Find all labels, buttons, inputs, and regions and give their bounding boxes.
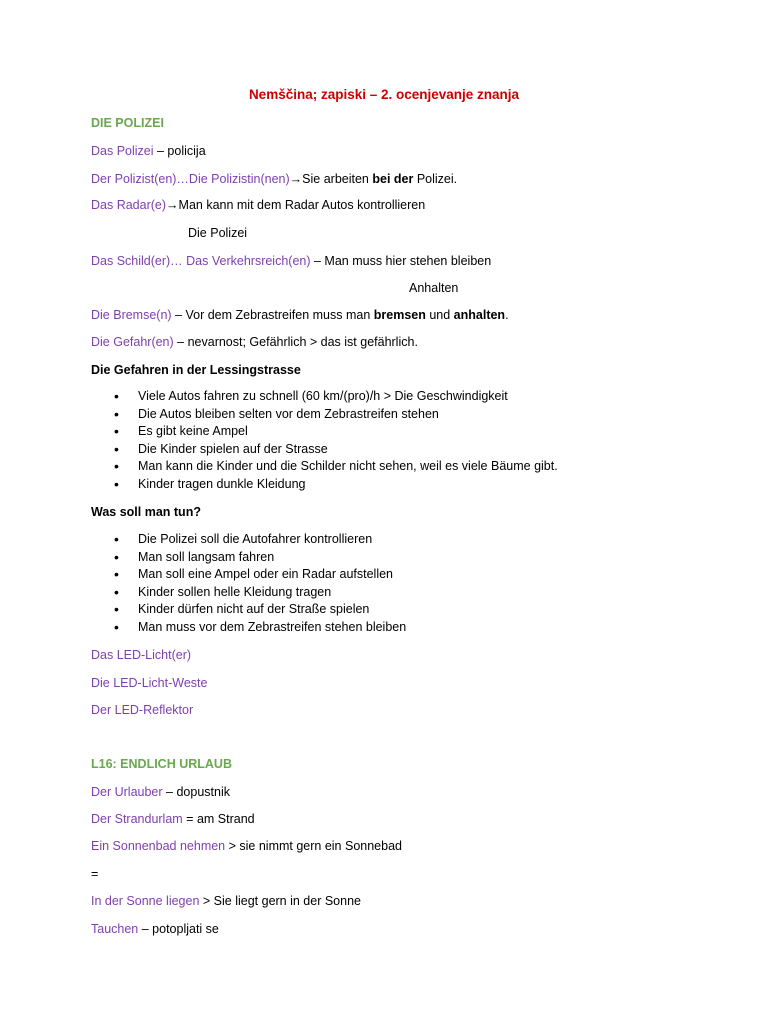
list-item: • Man muss vor dem Zebrastreifen stehen bleiben <box>91 619 406 637</box>
equals-line: = <box>91 867 99 881</box>
arrow-right-icon: → <box>289 172 303 186</box>
section-heading-polizei: DIE POLIZEI <box>91 116 164 130</box>
vocab-term: Die Bremse(n) <box>91 308 172 322</box>
vocab-line <box>91 307 509 323</box>
vocab-term: In der Sonne liegen <box>91 894 200 908</box>
vocab-line <box>91 811 255 827</box>
gefahren-list <box>91 388 558 493</box>
vocab-line <box>91 921 219 937</box>
list-item: • Kinder dürfen nicht auf der Straße spielen <box>91 601 406 619</box>
subheading-gefahren: Die Gefahren in der Lessingstrasse <box>91 363 301 377</box>
vocab-line <box>91 197 425 213</box>
vocab-meaning-end: Polizei. <box>413 172 458 186</box>
vocab-meaning: = am Strand <box>182 812 255 826</box>
vocab-term: Das Radar(e) <box>91 198 167 212</box>
vocab-meaning-end: . <box>505 308 509 322</box>
list-item: • Man kann die Kinder und die Schilder nicht sehen, weil es viele Bäume gibt. <box>91 458 558 476</box>
vocab-line <box>91 784 230 800</box>
tun-list <box>91 531 406 636</box>
vocab-meaning: Man kann mit dem Radar Autos kontrollieren <box>178 198 426 212</box>
vocab-line <box>91 171 457 187</box>
vocab-meaning: – Man muss hier stehen bleiben <box>310 254 492 268</box>
vocab-term: Die Gefahr(en) <box>91 335 174 349</box>
list-item: • Viele Autos fahren zu schnell (60 km/(pro)/h > Die Geschwindigkeit <box>91 388 558 406</box>
list-item: • Man soll langsam fahren <box>91 549 406 567</box>
vocab-meaning: – potopljati se <box>138 922 219 936</box>
list-item: • Die Kinder spielen auf der Strasse <box>91 441 558 459</box>
vocab-meaning: – policija <box>153 144 206 158</box>
vocab-line <box>91 838 402 854</box>
indented-note: Anhalten <box>409 281 459 295</box>
list-item: • Kinder sollen helle Kleidung tragen <box>91 584 406 602</box>
vocab-term: Ein Sonnenbad nehmen <box>91 839 226 853</box>
vocab-meaning: und <box>425 308 454 322</box>
vocab-meaning: – dopustnik <box>162 785 230 799</box>
bold-text: bremsen <box>373 308 426 322</box>
page-title: Nemščina; zapiski – 2. ocenjevanje znanja <box>248 87 520 102</box>
vocab-meaning: > Sie liegt gern in der Sonne <box>199 894 361 908</box>
vocab-term-led-reflektor: Der LED-Reflektor <box>91 703 194 717</box>
section-heading-urlaub: L16: ENDLICH URLAUB <box>91 757 232 771</box>
vocab-meaning: Sie arbeiten <box>302 172 373 186</box>
vocab-meaning: – Vor dem Zebrastreifen muss man <box>171 308 374 322</box>
vocab-term: Der Strandurlam <box>91 812 183 826</box>
vocab-line <box>91 253 491 269</box>
vocab-term: Der Urlauber <box>91 785 163 799</box>
vocab-line <box>91 334 418 350</box>
vocab-term: Das Schild(er)… Das Verkehrsreich(en) <box>91 254 311 268</box>
indented-note: Die Polizei <box>188 226 248 240</box>
list-item: • Es gibt keine Ampel <box>91 423 558 441</box>
vocab-term: Das Polizei <box>91 144 154 158</box>
vocab-meaning: – nevarnost; Gefährlich > das ist gefährlich. <box>173 335 418 349</box>
arrow-right-icon: → <box>166 198 179 212</box>
list-item: • Man soll eine Ampel oder ein Radar aufstellen <box>91 566 406 584</box>
vocab-line <box>91 893 361 909</box>
list-item: • Die Autos bleiben selten vor dem Zebrastreifen stehen <box>91 406 558 424</box>
list-item: • Die Polizei soll die Autofahrer kontrollieren <box>91 531 406 549</box>
vocab-meaning: > sie nimmt gern ein Sonnebad <box>225 839 402 853</box>
vocab-term: Der Polizist(en)…Die Polizistin(nen) <box>91 172 290 186</box>
vocab-term-led-weste: Die LED-Licht-Weste <box>91 676 208 690</box>
bold-text: bei der <box>372 172 414 186</box>
subheading-was-soll-man-tun: Was soll man tun? <box>91 505 201 519</box>
list-item: • Kinder tragen dunkle Kleidung <box>91 476 558 494</box>
vocab-term: Tauchen <box>91 922 139 936</box>
bold-text: anhalten <box>453 308 506 322</box>
vocab-term-led-licht: Das LED-Licht(er) <box>91 648 192 662</box>
vocab-line <box>91 143 206 159</box>
